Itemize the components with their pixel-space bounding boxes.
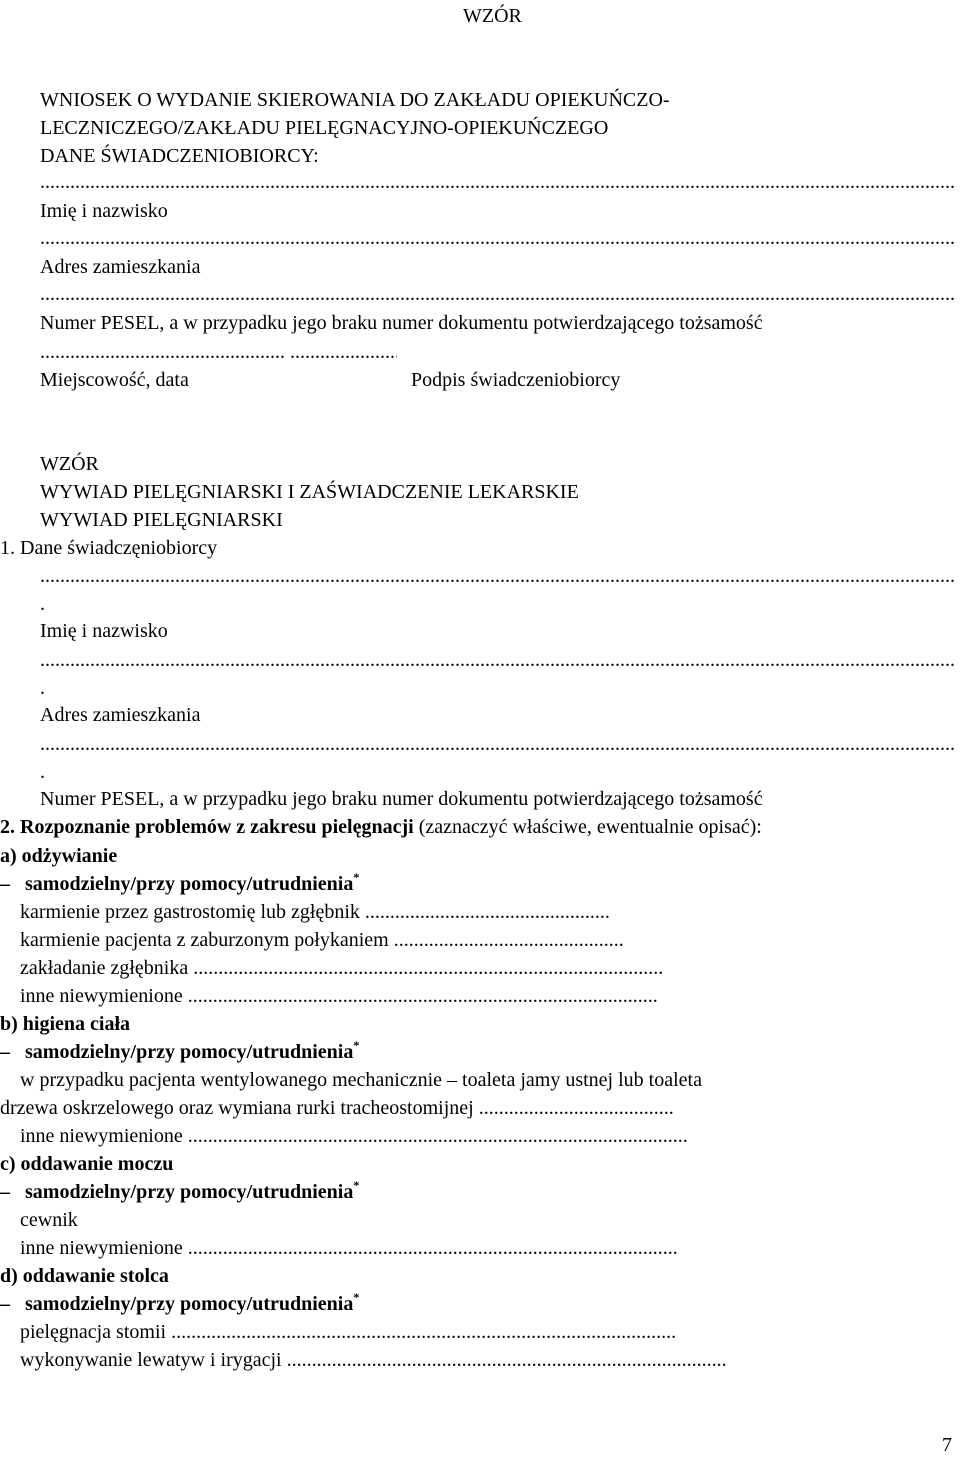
signature-label: Podpis świadczeniobiorcy xyxy=(411,369,621,391)
section1-name-fill-line xyxy=(40,562,954,590)
application-title-line1: WNIOSEK O WYDANIE SKIEROWANIA DO ZAKŁADU OPIEKUŃCZO- xyxy=(40,89,670,111)
place-date-fill-line xyxy=(40,338,286,366)
subsection-c-label: c) oddawanie moczu xyxy=(0,1153,174,1175)
place-date-label: Miejscowość, data xyxy=(40,369,189,391)
item-d-2: wykonywanie lewatyw i irygacji ........................................................................................ xyxy=(20,1349,727,1371)
section1-dot: . xyxy=(40,677,45,699)
section1-pesel-fill-line xyxy=(40,730,954,758)
section2-note: (zaznaczyć właściwe, ewentualnie opisać): xyxy=(418,816,762,838)
subsection-a-label: a) odżywianie xyxy=(0,845,118,867)
footnote-mark: * xyxy=(353,870,360,884)
status-options: samodzielny/przy pomocy/utrudnienia xyxy=(25,873,354,895)
subsection-b-label: b) higiena ciała xyxy=(0,1013,131,1035)
item-b-1-line1: w przypadku pacjenta wentylowanego mechanicznie – toaleta jamy ustnej lub toaleta xyxy=(20,1069,702,1091)
interview-template-label: WZÓR xyxy=(40,453,99,475)
section1-pesel-label: Numer PESEL, a w przypadku jego braku numer dokumentu potwierdzającego tożsamość xyxy=(40,788,763,810)
section1-address-fill-line xyxy=(40,646,954,674)
pesel-label: Numer PESEL, a w przypadku jego braku numer dokumentu potwierdzającego tożsamość xyxy=(40,312,763,334)
interview-subtitle: WYWIAD PIELĘGNIARSKI xyxy=(40,509,283,531)
template-label: WZÓR xyxy=(463,5,522,27)
section2-heading-line xyxy=(0,813,762,841)
item-a-2: karmienie pacjenta z zaburzonym połykaniem .............................................. xyxy=(20,929,624,951)
address-fill-line xyxy=(40,224,954,252)
section1-dot: . xyxy=(40,593,45,615)
item-b-2: inne niewymienione .................................................................................................... xyxy=(20,1125,688,1147)
interview-title: WYWIAD PIELĘGNIARSKI I ZAŚWIADCZENIE LEKARSKIE xyxy=(40,481,579,503)
name-fill-line xyxy=(40,168,954,196)
subsection-d-status: – samodzielny/przy pomocy/utrudnienia* xyxy=(0,1290,360,1315)
item-a-1: karmienie przez gastrostomię lub zgłębnik ................................................. xyxy=(20,901,610,923)
signature-fill-line xyxy=(290,338,397,366)
section1-heading: 1. Dane świadczęniobiorcy xyxy=(0,537,218,559)
footnote-mark: * xyxy=(353,1178,360,1192)
section2-number: 2. xyxy=(0,816,15,838)
section1-dot: . xyxy=(40,761,45,783)
section1-address-label: Adres zamieszkania xyxy=(40,704,201,726)
subsection-a-status: – samodzielny/przy pomocy/utrudnienia* xyxy=(0,870,360,895)
address-label: Adres zamieszkania xyxy=(40,256,201,278)
page-number: 7 xyxy=(942,1434,952,1456)
pesel-fill-line xyxy=(40,280,954,308)
item-c-1: cewnik xyxy=(20,1209,78,1231)
status-options: samodzielny/przy pomocy/utrudnienia xyxy=(25,1293,354,1315)
footnote-mark: * xyxy=(353,1038,360,1052)
subsection-b-status: – samodzielny/przy pomocy/utrudnienia* xyxy=(0,1038,360,1063)
item-c-2: inne niewymienione .................................................................................................. xyxy=(20,1237,678,1259)
item-d-1: pielęgnacja stomii ..................................................................................................... xyxy=(20,1321,677,1343)
footnote-mark: * xyxy=(353,1290,360,1304)
section1-name-label: Imię i nazwisko xyxy=(40,620,168,642)
status-options: samodzielny/przy pomocy/utrudnienia xyxy=(25,1041,354,1063)
application-title-line2: LECZNICZEGO/ZAKŁADU PIELĘGNACYJNO-OPIEKUŃCZEGO xyxy=(40,117,609,139)
status-options: samodzielny/przy pomocy/utrudnienia xyxy=(25,1181,354,1203)
subsection-c-status: – samodzielny/przy pomocy/utrudnienia* xyxy=(0,1178,360,1203)
item-a-3: zakładanie zgłębnika .............................................................................................. xyxy=(20,957,664,979)
item-b-1-line2: drzewa oskrzelowego oraz wymiana rurki tracheostomijnej ....................................... xyxy=(0,1097,674,1119)
application-section-heading: DANE ŚWIADCZENIOBIORCY: xyxy=(40,145,319,167)
item-a-4: inne niewymienione .............................................................................................. xyxy=(20,985,658,1007)
subsection-d-label: d) oddawanie stolca xyxy=(0,1265,169,1287)
name-label: Imię i nazwisko xyxy=(40,200,168,222)
section2-heading: Rozpoznanie problemów z zakresu pielęgnacji xyxy=(20,816,414,838)
